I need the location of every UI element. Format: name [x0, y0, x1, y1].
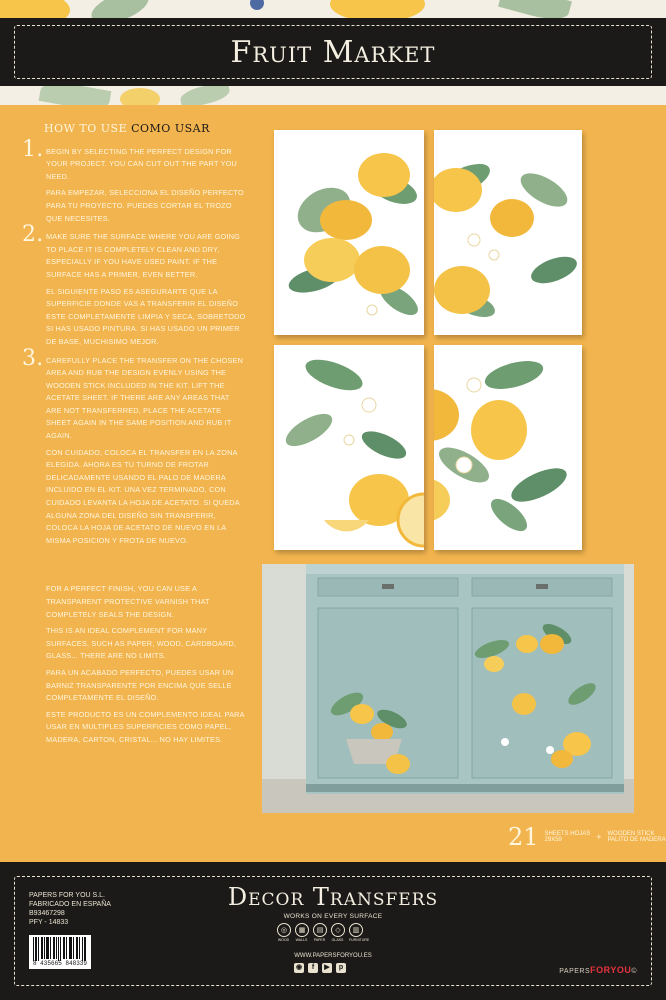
company-line: FABRICADO EN ESPAÑA: [29, 901, 111, 908]
decor-transfers-title: Decor Transfers: [227, 883, 439, 911]
surface-label: WALLS: [295, 938, 308, 942]
works-on-label: WORKS ON EVERY SURFACE: [283, 913, 383, 920]
brand-logo: [559, 965, 637, 975]
lemon-illustration: [274, 345, 424, 550]
kit-contents: [508, 825, 666, 849]
step-2: [18, 222, 246, 348]
step-number: 3.: [22, 345, 44, 371]
finish-text: ESTE PRODUCTO ES UN COMPLEMENTO IDEAL PARA USAR EN MULTIPLES SUPERFICIES COMO PAPEL, MADERA, CARTON, CRISTAL... NO HAY LIMITES.: [46, 709, 245, 744]
instagram-icon[interactable]: ◉: [295, 964, 303, 971]
cabinet-example-photo: [262, 564, 634, 813]
finish-text: FOR A PERFECT FINISH, YOU CAN USE A TRANSPARENT PROTECTIVE VARNISH THAT COMPLETELY SEALS THE DESIGN.: [46, 584, 210, 619]
transfer-panel-top-right: [434, 130, 582, 335]
surface-label: WOOD: [277, 938, 290, 942]
surface-walls: [295, 923, 308, 942]
surface-icons: [277, 923, 370, 942]
walls-icon: ▦: [295, 923, 309, 937]
pinterest-icon[interactable]: p: [336, 963, 346, 973]
step-text-spanish: EL SIGUIENTE PASO ES ASEGURARTE QUE LA SUPERFICIE DONDE VAS A TRANSFERIR EL DISEÑO ESTE COMPLETAMENTE LIMPIA Y SECA, SOBRETODO SI HAS USADO PINTURA. SI HAS USADO UN PRIMER DE BASE, MUCHISIMO MEJOR.: [46, 286, 246, 346]
title-frame: [14, 25, 652, 79]
how-to-use-heading: [44, 123, 246, 136]
plus-sign: +: [596, 832, 602, 842]
step-1: [18, 136, 246, 226]
step-number: 1.: [22, 136, 44, 162]
cabinet-illustration: [262, 564, 634, 813]
youtube-icon[interactable]: ▶: [322, 963, 332, 973]
glass-icon: ◇: [331, 923, 345, 937]
transfer-preview: [274, 130, 582, 550]
step-text-spanish: PARA EMPEZAR, SELECCIONA EL DISEÑO PERFECTO PARA TU PROYECTO. PUEDES CORTAR EL TROZO QUE NECESITES.: [46, 188, 244, 223]
surface-furniture: [349, 923, 370, 942]
footer-frame: [14, 876, 652, 986]
main-panel: [0, 105, 666, 862]
surface-wood: [277, 923, 290, 942]
top-lemon-bottom: [120, 88, 160, 105]
lemon-illustration: [434, 130, 582, 335]
transfer-panel-bottom-right: [434, 345, 582, 550]
transfer-panel-top-left: [274, 130, 424, 335]
title-banner: [0, 18, 666, 86]
surface-label: PAPER: [313, 938, 326, 942]
website-link[interactable]: WWW.PAPERSFORYOU.ES: [294, 953, 372, 959]
surface-glass: [331, 923, 344, 942]
step-text-english: MAKE SURE THE SURFACE WHERE YOU ARE GOING TO PLACE IT IS COMPLETELY CLEAN AND DRY, ESPECIALLY IF YOU HAVE USED PAINT. IF THE SURFACE HAS A PRIMER, EVEN BETTER.: [46, 232, 241, 279]
product-title: Fruit Market: [230, 34, 436, 70]
top-leaf: [250, 0, 264, 10]
instructions: [18, 123, 246, 751]
step-text-english: CAREFULLY PLACE THE TRANSFER ON THE CHOSEN AREA AND RUB THE DESIGN EVENLY USING THE WOODEN STICK INCLUDED IN THE KIT. LIFT THE ACETATE SHEET. IF THERE ARE ANY AREAS THAT ARE NOT TRANSFERRED, PLACE THE ACETATE SHEET AGAIN IN THE SAME POSITION AND RUB IT AGAIN.: [46, 355, 244, 441]
stick-info: [608, 831, 666, 844]
finish-notes: [18, 583, 246, 746]
surface-label: GLASS: [331, 938, 344, 942]
heading-spanish: COMO USAR: [131, 122, 210, 135]
step-text-english: BEGIN BY SELECTING THE PERFECT DESIGN FOR YOUR PROJECT. YOU CAN CUT OUT THE PART YOU NEED.: [46, 146, 237, 181]
brand-accent: FORYOU: [590, 965, 632, 975]
lemon-illustration: [434, 345, 582, 550]
brand-suffix: ©: [631, 968, 637, 975]
stick-english: WOODEN STICK: [607, 830, 655, 837]
lemon-illustration: [274, 130, 424, 335]
sheets-count: 21: [508, 823, 539, 851]
step-number: 2.: [22, 222, 44, 248]
transfer-panel-bottom-left: [274, 345, 424, 550]
facebook-icon[interactable]: f: [308, 963, 318, 973]
sheets-info: [545, 831, 591, 844]
heading-english: HOW TO USE: [44, 122, 128, 135]
paper-icon: ▤: [313, 923, 327, 937]
social-icons: [294, 963, 346, 973]
company-line: B93467298: [29, 910, 65, 917]
stick-spanish: PALITO DE MADERA: [607, 837, 666, 843]
brand-prefix: PAPERS: [559, 968, 591, 975]
sheets-label: SHEETS HOJAS: [544, 830, 591, 837]
step-3: [18, 345, 246, 548]
wood-icon: ◎: [277, 923, 291, 937]
barcode: [29, 935, 91, 969]
sheet-size: 29X59: [544, 837, 562, 843]
finish-text: PARA UN ACABADO PERFECTO, PUEDES USAR UN BARNIZ TRANSPARENTE POR ENCIMA QUE SELLE COMPLETAMENTE EL DISEÑO.: [46, 667, 234, 703]
barcode-number: 8 435665 848339: [32, 960, 87, 967]
furniture-icon: ▥: [349, 923, 363, 937]
finish-text: THIS IS AN IDEAL COMPLEMENT FOR MANY SURFACES, SUCH AS PAPER, WOOD, CARDBOARD, GLASS... THERE ARE NO LIMITS.: [46, 626, 237, 661]
company-line: PFY - 14833: [29, 919, 69, 926]
company-line: PAPERS FOR YOU S.L.: [29, 892, 105, 899]
surface-paper: [313, 923, 326, 942]
surface-label: FURNITURE: [349, 938, 370, 942]
footer-banner: [0, 862, 666, 1000]
step-text-spanish: CON CUIDADO, COLOCA EL TRANSFER EN LA ZONA ELEGIDA. AHORA ES TU TURNO DE FROTAR DELICADAMENTE USANDO EL PALO DE MADERA INCLUIDO EN EL KIT. UNA VEZ TERMINADO, CON CUIDADO LEVANTA LA HOJA DE ACETATO. SI QUEDA ALGUNA ZONA DEL DISEÑO SIN TRANSFERIR, COLOCA LA HOJA DE ACETATO DE NUEVO EN LA MISMA POSICION Y FROTA DE NUEVO.: [46, 447, 240, 545]
